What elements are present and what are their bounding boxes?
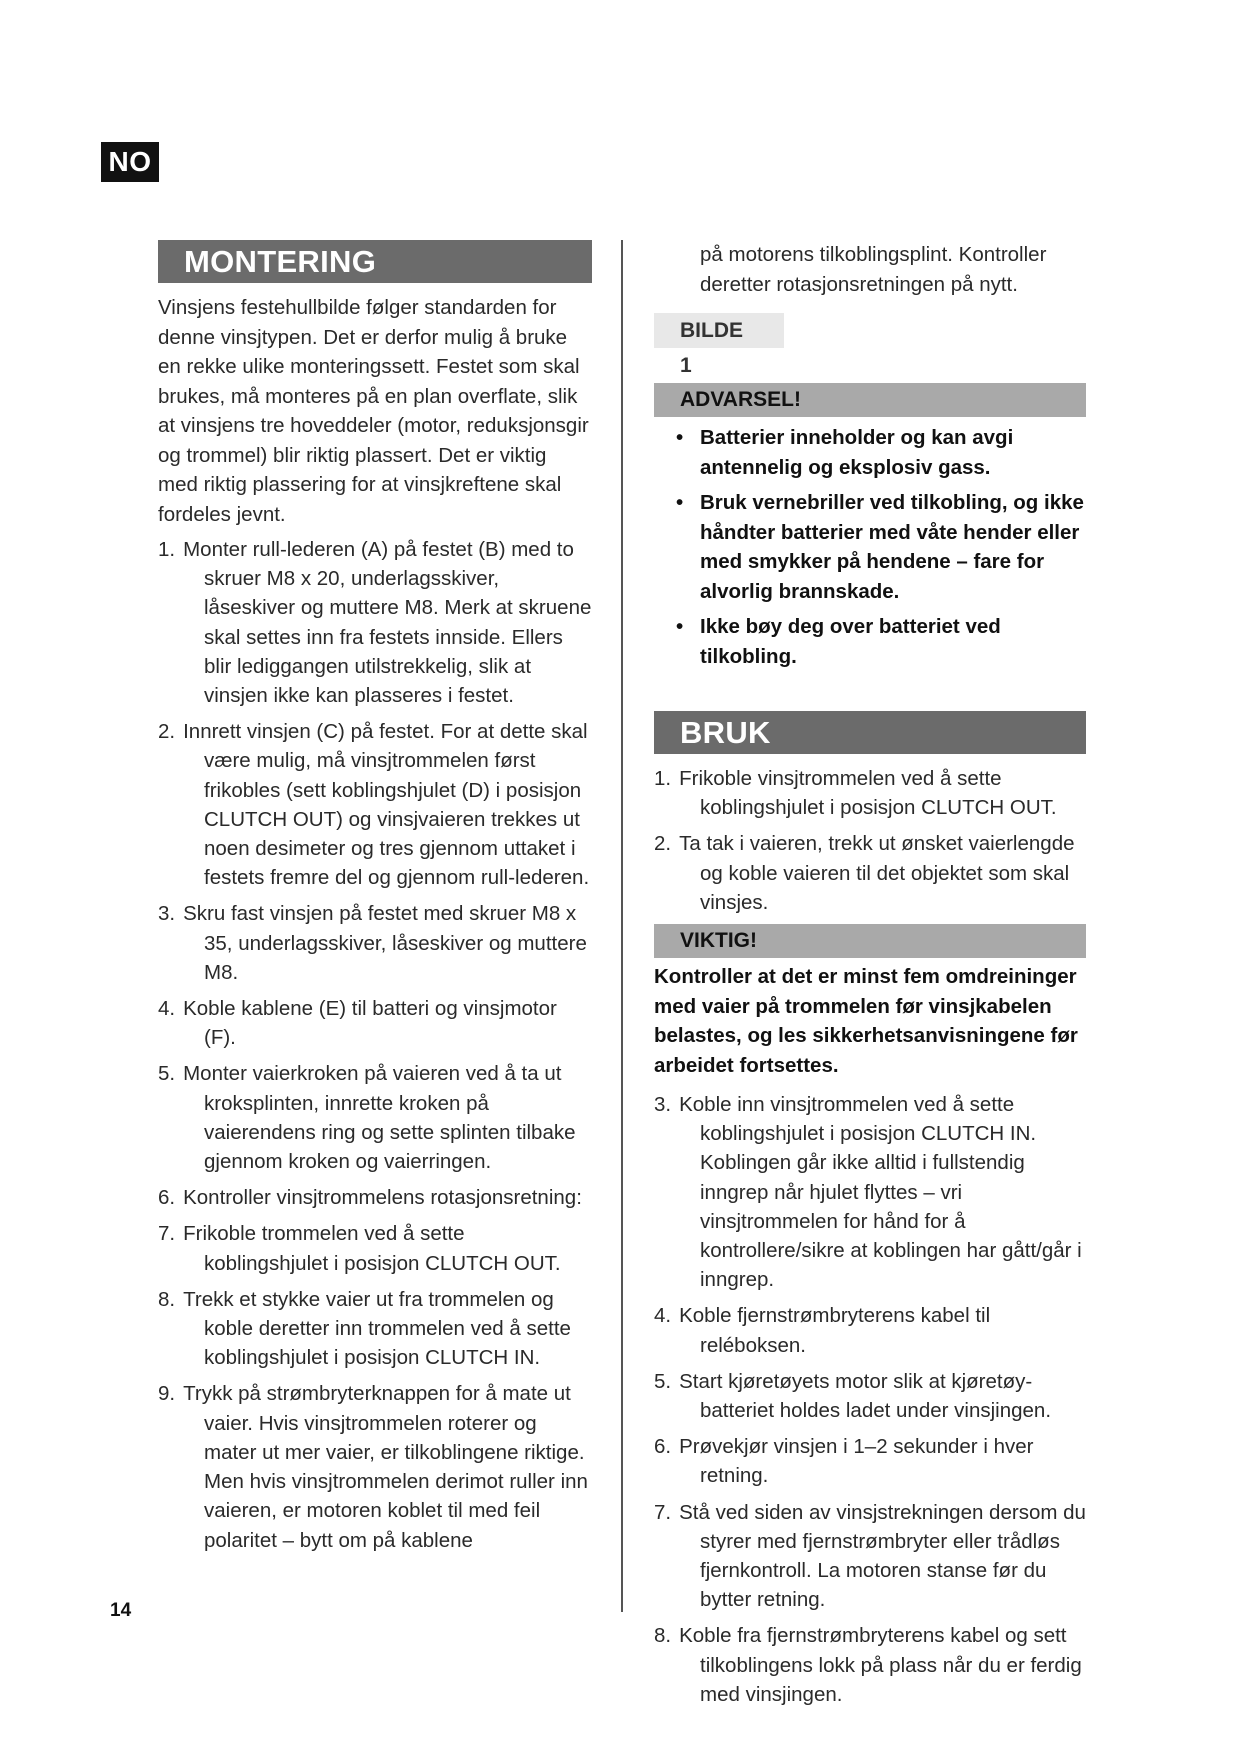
list-item: 1. Monter rull-lederen (A) på festet (B) med to skruer M8 x 20, underlagsskiver, låseskiver og muttere M8. Merk at skruene skal settes inn fra festets innside. Ellers blir lediggangen utilstrekkelig, slik at vinsjen ikke kan plasseres i festet. — [158, 538, 592, 708]
list-item: 4. Koble kablene (E) til batteri og vinsjmotor (F). — [158, 997, 557, 1050]
important-header: VIKTIG! — [654, 924, 1086, 958]
montering-steps — [158, 535, 592, 1555]
language-badge: NO — [101, 142, 159, 182]
list-item: 3. Skru fast vinsjen på festet med skruer M8 x 35, underlagsskiver, låseskiver og muttere M8. — [158, 902, 587, 984]
list-item: 1. Frikoble vinsjtrommelen ved å sette koblingshjulet i posisjon CLUTCH OUT. — [654, 767, 1057, 820]
list-item: 3. Koble inn vinsjtrommelen ved å sette koblingshjulet i posisjon CLUTCH IN. Koblingen går ikke alltid i fullstendig inngrep når hjulet flyttes – vri vinsjtrommelen for hånd for å kontrollere/sikre at koblingen har gått/går i inngrep. — [654, 1093, 1082, 1292]
list-item: 5. Start kjøretøyets motor slik at kjøretøybatteriet holdes ladet under vinsjingen. — [654, 1369, 1052, 1423]
important-text: Kontroller at det er minst fem omdreininger med vaier på trommelen før vinsjkabelen belastes, og les sikkerhetsanvisningene før arbeidet fortsettes. — [654, 965, 1078, 1077]
list-item: 8. Trekk et stykke vaier ut fra trommelen og koble deretter inn trommelen ved å sette koblingshjulet i posisjon CLUTCH IN. — [158, 1287, 571, 1370]
bruk-steps-b — [654, 1090, 1086, 1709]
warning-item: • Batterier inneholder og kan avgi antennelig og eksplosiv gass. — [654, 423, 1086, 482]
bruk-steps-a — [654, 764, 1086, 917]
bullet-icon: • — [676, 426, 684, 449]
montering-intro: Vinsjens festehullbilde følger standarden for denne vinsjtypen. Det er derfor mulig å bruke en rekke ulike monteringssett. Festet som skal brukes, må monteres på en plan overflate, slik at vinsjens tre hoveddeler (motor, reduksjonsgir og trommel) blir riktig plassert. Det er viktig med riktig plassering for at vinsjkreftene skal fordeles jevnt. — [158, 296, 589, 526]
warning-item: • Bruk vernebriller ved tilkobling, og ikke håndter batterier med våte hender eller med smykker på hendene – fare for alvorlig brannskade. — [654, 488, 1086, 606]
list-item: 2. Innrett vinsjen (C) på festet. For at dette skal være mulig, må vinsjtrommelen først frikobles (sett koblingshjulet (D) i posisjon CLUTCH OUT) og vinsjvaieren trekkes ut noen desimeter og tres gjennom uttaket i festets fremre del og gjennom rull-lederen. — [158, 720, 590, 890]
section-title-montering: MONTERING — [158, 240, 592, 283]
list-item: 5. Monter vaierkroken på vaieren ved å ta ut kroksplinten, innrette kroken på vaierendens ring og sette splinten tilbake gjennom kroken og vaierringen. — [158, 1062, 576, 1174]
list-item: 9. Trykk på strømbryterknappen for å mate ut vaier. Hvis vinsjtrommelen roterer og mater ut mer vaier, er tilkoblingene riktige. Men hvis vinsjtrommelen derimot ruller inn vaieren, er motoren koblet til med feil polaritet – bytt om på kablene — [158, 1382, 588, 1552]
list-item: 6. Kontroller vinsjtrommelens rotasjonsretning: — [158, 1186, 582, 1210]
list-item: 2. Ta tak i vaieren, trekk ut ønsket vaierlengde og koble vaieren til det objektet som skal vinsjes. — [654, 832, 1075, 914]
page-number: 14 — [110, 1600, 132, 1621]
right-column — [654, 240, 1086, 1716]
left-column — [158, 240, 592, 1562]
list-item: 6. Prøvekjør vinsjen i 1–2 sekunder i hver retning. — [654, 1435, 1034, 1488]
bullet-icon: • — [676, 615, 684, 638]
bullet-icon: • — [676, 491, 684, 514]
list-item: 4. Koble fjernstrømbryterens kabel til reléboksen. — [654, 1304, 991, 1357]
figure-label: BILDE 1 — [654, 313, 784, 348]
list-item: 7. Frikoble trommelen ved å sette koblingshjulet i posisjon CLUTCH OUT. — [158, 1222, 561, 1275]
section-title-bruk: BRUK — [654, 711, 1086, 754]
column-divider — [621, 240, 623, 1612]
warning-header: ADVARSEL! — [654, 383, 1086, 417]
warning-item: • Ikke bøy deg over batteriet ved tilkobling. — [654, 612, 1086, 671]
warning-list — [654, 423, 1086, 671]
list-item: 8. Koble fra fjernstrømbryterens kabel og sett tilkoblingens lokk på plass når du er ferdig med vinsjingen. — [654, 1624, 1082, 1706]
list-item: 7. Stå ved siden av vinsjstrekningen dersom du styrer med fjernstrømbryter eller trådløs fjernkontroll. La motoren stanse før du bytter retning. — [654, 1500, 1086, 1612]
continuation-text: på motorens tilkoblingsplint. Kontroller deretter rotasjonsretningen på nytt. — [700, 243, 1047, 296]
